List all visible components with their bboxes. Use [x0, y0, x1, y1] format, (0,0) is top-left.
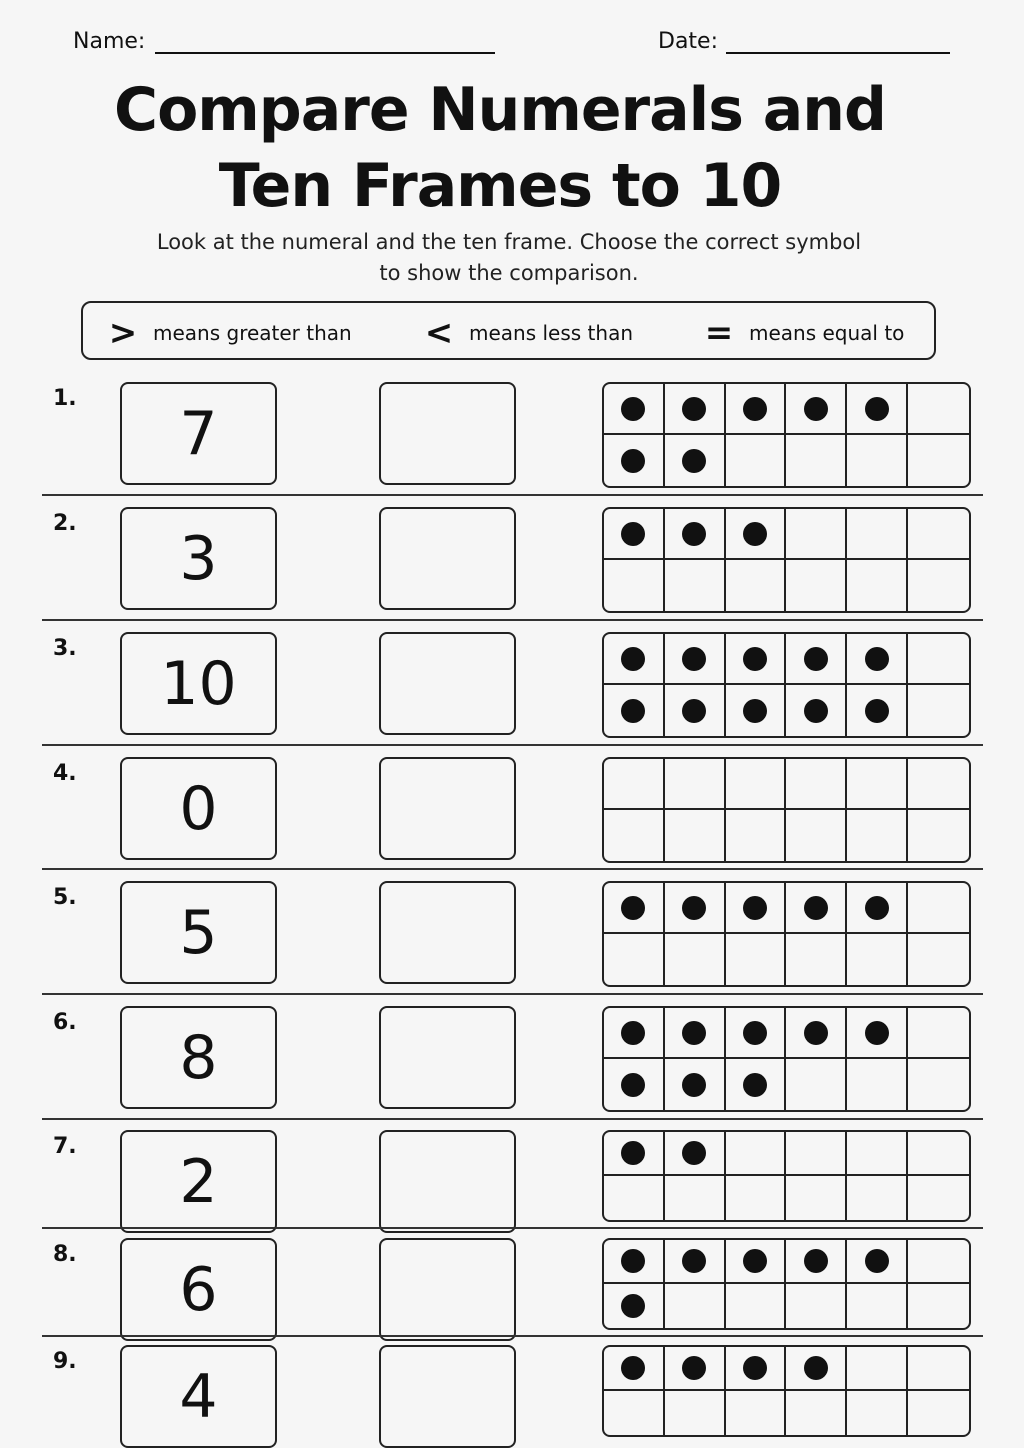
- answer-box[interactable]: [379, 507, 516, 610]
- ten-frame-cell: [908, 1132, 969, 1176]
- ten-frame-cell: [786, 509, 847, 560]
- counter-dot: [865, 1249, 889, 1273]
- counter-dot: [743, 699, 767, 723]
- ten-frame-cell: [726, 883, 787, 934]
- numeral-box: [120, 1345, 277, 1448]
- problem-number: 4.: [53, 761, 77, 786]
- ten-frame-cell: [726, 1347, 787, 1391]
- ten-frame-cell: [665, 1176, 726, 1220]
- page-title-line-2: Ten Frames to 10: [218, 151, 782, 221]
- legend-greater-than: [103, 303, 352, 362]
- ten-frame-cell: [847, 1391, 908, 1435]
- ten-frame: [602, 881, 971, 987]
- page-title-line-1: Compare Numerals and: [114, 75, 886, 145]
- ten-frame: [602, 757, 971, 863]
- answer-box[interactable]: [379, 1130, 516, 1233]
- counter-dot: [743, 896, 767, 920]
- numeral-value: 0: [179, 773, 218, 844]
- ten-frame-cell: [604, 1176, 665, 1220]
- legend-less-than: [419, 303, 633, 362]
- ten-frame-cell: [786, 1240, 847, 1284]
- symbol-legend: [81, 301, 936, 360]
- ten-frame-cell: [604, 883, 665, 934]
- ten-frame-cell: [786, 560, 847, 611]
- counter-dot: [865, 647, 889, 671]
- problem-number: 2.: [53, 511, 77, 536]
- equal-to-symbol: =: [704, 312, 734, 353]
- row-divider: [42, 619, 983, 621]
- date-field[interactable]: [658, 28, 718, 56]
- counter-dot: [621, 1294, 645, 1318]
- date-label: Date:: [658, 29, 718, 54]
- counter-dot: [682, 647, 706, 671]
- ten-frame-cell: [665, 1347, 726, 1391]
- ten-frame-cell: [786, 435, 847, 486]
- numeral-box: [120, 1130, 277, 1233]
- ten-frame-cell: [726, 1391, 787, 1435]
- counter-dot: [804, 647, 828, 671]
- ten-frame-cell: [908, 1240, 969, 1284]
- counter-dot: [865, 1021, 889, 1045]
- problem-number: 9.: [53, 1349, 77, 1374]
- ten-frame-cell: [726, 1059, 787, 1110]
- ten-frame-cell: [786, 685, 847, 736]
- less-than-symbol: <: [424, 312, 454, 353]
- ten-frame-cell: [726, 1240, 787, 1284]
- ten-frame-cell: [665, 1240, 726, 1284]
- counter-dot: [865, 397, 889, 421]
- ten-frame-cell: [847, 1132, 908, 1176]
- row-divider: [42, 993, 983, 995]
- counter-dot: [804, 1356, 828, 1380]
- greater-than-text: means greater than: [153, 320, 352, 345]
- counter-dot: [621, 1073, 645, 1097]
- counter-dot: [621, 1249, 645, 1273]
- ten-frame: [602, 382, 971, 488]
- problem-number: 8.: [53, 1242, 77, 1267]
- ten-frame: [602, 1238, 971, 1330]
- counter-dot: [682, 522, 706, 546]
- ten-frame-cell: [726, 1132, 787, 1176]
- ten-frame-cell: [847, 435, 908, 486]
- problem-number: 6.: [53, 1010, 77, 1035]
- ten-frame-cell: [786, 1008, 847, 1059]
- ten-frame-cell: [604, 685, 665, 736]
- ten-frame-cell: [908, 1347, 969, 1391]
- ten-frame-cell: [726, 1008, 787, 1059]
- ten-frame-cell: [665, 1059, 726, 1110]
- counter-dot: [743, 647, 767, 671]
- counter-dot: [865, 699, 889, 723]
- ten-frame-cell: [847, 1008, 908, 1059]
- ten-frame-cell: [786, 1391, 847, 1435]
- ten-frame-cell: [604, 1391, 665, 1435]
- ten-frame-cell: [786, 384, 847, 435]
- numeral-value: 5: [179, 897, 218, 968]
- ten-frame: [602, 1006, 971, 1112]
- ten-frame-cell: [604, 435, 665, 486]
- answer-box[interactable]: [379, 1345, 516, 1448]
- answer-box[interactable]: [379, 382, 516, 485]
- ten-frame-cell: [604, 934, 665, 985]
- ten-frame-cell: [665, 883, 726, 934]
- ten-frame: [602, 1130, 971, 1222]
- problem-number: 7.: [53, 1134, 77, 1159]
- ten-frame-cell: [786, 634, 847, 685]
- counter-dot: [682, 1021, 706, 1045]
- ten-frame-cell: [604, 634, 665, 685]
- answer-box[interactable]: [379, 757, 516, 860]
- legend-equal-to: [699, 303, 904, 362]
- ten-frame-cell: [786, 934, 847, 985]
- ten-frame-cell: [726, 1284, 787, 1328]
- greater-than-symbol: >: [108, 312, 138, 353]
- problem-number: 1.: [53, 386, 77, 411]
- numeral-box: [120, 382, 277, 485]
- equal-to-text: means equal to: [749, 320, 905, 345]
- numeral-box: [120, 1006, 277, 1109]
- name-field[interactable]: [73, 28, 145, 56]
- ten-frame-cell: [786, 759, 847, 810]
- ten-frame-cell: [908, 384, 969, 435]
- ten-frame-cell: [847, 1059, 908, 1110]
- counter-dot: [682, 1141, 706, 1165]
- ten-frame-cell: [665, 1391, 726, 1435]
- counter-dot: [804, 699, 828, 723]
- numeral-box: [120, 881, 277, 984]
- ten-frame-cell: [726, 435, 787, 486]
- ten-frame-cell: [665, 1284, 726, 1328]
- ten-frame-cell: [847, 1347, 908, 1391]
- counter-dot: [621, 1141, 645, 1165]
- numeral-value: 7: [179, 398, 218, 469]
- ten-frame-cell: [665, 685, 726, 736]
- problem-number: 5.: [53, 885, 77, 910]
- answer-box[interactable]: [379, 1238, 516, 1341]
- ten-frame-cell: [604, 1132, 665, 1176]
- numeral-value: 2: [179, 1146, 218, 1217]
- ten-frame-cell: [847, 384, 908, 435]
- name-label: Name:: [73, 29, 146, 54]
- numeral-box: [120, 1238, 277, 1341]
- counter-dot: [621, 699, 645, 723]
- ten-frame-cell: [847, 560, 908, 611]
- ten-frame-cell: [908, 634, 969, 685]
- ten-frame-cell: [604, 384, 665, 435]
- ten-frame-cell: [908, 1059, 969, 1110]
- ten-frame-cell: [665, 934, 726, 985]
- counter-dot: [621, 522, 645, 546]
- ten-frame-cell: [908, 1284, 969, 1328]
- answer-box[interactable]: [379, 632, 516, 735]
- ten-frame-cell: [726, 1176, 787, 1220]
- ten-frame-cell: [847, 883, 908, 934]
- counter-dot: [682, 699, 706, 723]
- ten-frame-cell: [604, 1008, 665, 1059]
- ten-frame-cell: [847, 759, 908, 810]
- counter-dot: [743, 397, 767, 421]
- counter-dot: [621, 1356, 645, 1380]
- ten-frame-cell: [726, 934, 787, 985]
- row-divider: [42, 1118, 983, 1120]
- counter-dot: [743, 1073, 767, 1097]
- instructions-line-2: to show the comparison.: [379, 261, 639, 285]
- counter-dot: [804, 397, 828, 421]
- numeral-box: [120, 507, 277, 610]
- ten-frame-cell: [908, 435, 969, 486]
- ten-frame-cell: [726, 810, 787, 861]
- counter-dot: [621, 647, 645, 671]
- numeral-value: 6: [179, 1254, 218, 1325]
- counter-dot: [804, 1021, 828, 1045]
- ten-frame-cell: [665, 1132, 726, 1176]
- ten-frame-cell: [665, 1008, 726, 1059]
- ten-frame-cell: [604, 1284, 665, 1328]
- answer-box[interactable]: [379, 1006, 516, 1109]
- ten-frame: [602, 507, 971, 613]
- ten-frame-cell: [726, 509, 787, 560]
- ten-frame-cell: [847, 685, 908, 736]
- row-divider: [42, 1227, 983, 1229]
- counter-dot: [682, 449, 706, 473]
- ten-frame-cell: [726, 759, 787, 810]
- ten-frame-cell: [665, 634, 726, 685]
- ten-frame-cell: [726, 685, 787, 736]
- numeral-value: 3: [179, 523, 218, 594]
- counter-dot: [682, 896, 706, 920]
- ten-frame-cell: [847, 1284, 908, 1328]
- name-line[interactable]: [155, 52, 495, 54]
- ten-frame-cell: [908, 1391, 969, 1435]
- ten-frame-cell: [786, 1347, 847, 1391]
- problem-number: 3.: [53, 636, 77, 661]
- ten-frame-cell: [726, 560, 787, 611]
- ten-frame-cell: [908, 560, 969, 611]
- ten-frame-cell: [604, 1059, 665, 1110]
- numeral-value: 8: [179, 1022, 218, 1093]
- ten-frame-cell: [908, 509, 969, 560]
- ten-frame-cell: [908, 883, 969, 934]
- ten-frame-cell: [908, 810, 969, 861]
- counter-dot: [804, 896, 828, 920]
- ten-frame-cell: [908, 1176, 969, 1220]
- ten-frame-cell: [665, 435, 726, 486]
- ten-frame-cell: [847, 810, 908, 861]
- row-divider: [42, 494, 983, 496]
- counter-dot: [743, 522, 767, 546]
- counter-dot: [804, 1249, 828, 1273]
- ten-frame-cell: [847, 509, 908, 560]
- instructions-line-1: Look at the numeral and the ten frame. Choose the correct symbol: [156, 230, 862, 254]
- ten-frame-cell: [604, 759, 665, 810]
- counter-dot: [621, 896, 645, 920]
- ten-frame-cell: [786, 810, 847, 861]
- ten-frame-cell: [726, 384, 787, 435]
- ten-frame-cell: [604, 560, 665, 611]
- counter-dot: [621, 449, 645, 473]
- numeral-box: [120, 757, 277, 860]
- counter-dot: [682, 1249, 706, 1273]
- counter-dot: [743, 1021, 767, 1045]
- counter-dot: [621, 1021, 645, 1045]
- ten-frame-cell: [847, 634, 908, 685]
- ten-frame: [602, 632, 971, 738]
- ten-frame: [602, 1345, 971, 1437]
- ten-frame-cell: [604, 1240, 665, 1284]
- ten-frame-cell: [665, 759, 726, 810]
- less-than-text: means less than: [469, 320, 634, 345]
- ten-frame-cell: [665, 560, 726, 611]
- ten-frame-cell: [604, 509, 665, 560]
- ten-frame-cell: [908, 934, 969, 985]
- numeral-value: 10: [160, 648, 237, 719]
- ten-frame-cell: [665, 384, 726, 435]
- numeral-value: 4: [179, 1361, 218, 1432]
- counter-dot: [682, 397, 706, 421]
- counter-dot: [682, 1073, 706, 1097]
- counter-dot: [743, 1356, 767, 1380]
- counter-dot: [865, 896, 889, 920]
- ten-frame-cell: [665, 509, 726, 560]
- answer-box[interactable]: [379, 881, 516, 984]
- ten-frame-cell: [786, 1176, 847, 1220]
- ten-frame-cell: [786, 1284, 847, 1328]
- numeral-box: [120, 632, 277, 735]
- ten-frame-cell: [847, 1176, 908, 1220]
- counter-dot: [743, 1249, 767, 1273]
- ten-frame-cell: [726, 634, 787, 685]
- counter-dot: [682, 1356, 706, 1380]
- ten-frame-cell: [908, 685, 969, 736]
- ten-frame-cell: [847, 1240, 908, 1284]
- ten-frame-cell: [847, 934, 908, 985]
- ten-frame-cell: [665, 810, 726, 861]
- row-divider: [42, 1335, 983, 1337]
- ten-frame-cell: [908, 759, 969, 810]
- row-divider: [42, 868, 983, 870]
- ten-frame-cell: [786, 1132, 847, 1176]
- ten-frame-cell: [786, 1059, 847, 1110]
- ten-frame-cell: [604, 810, 665, 861]
- ten-frame-cell: [908, 1008, 969, 1059]
- date-line[interactable]: [726, 52, 950, 54]
- row-divider: [42, 744, 983, 746]
- ten-frame-cell: [786, 883, 847, 934]
- counter-dot: [621, 397, 645, 421]
- ten-frame-cell: [604, 1347, 665, 1391]
